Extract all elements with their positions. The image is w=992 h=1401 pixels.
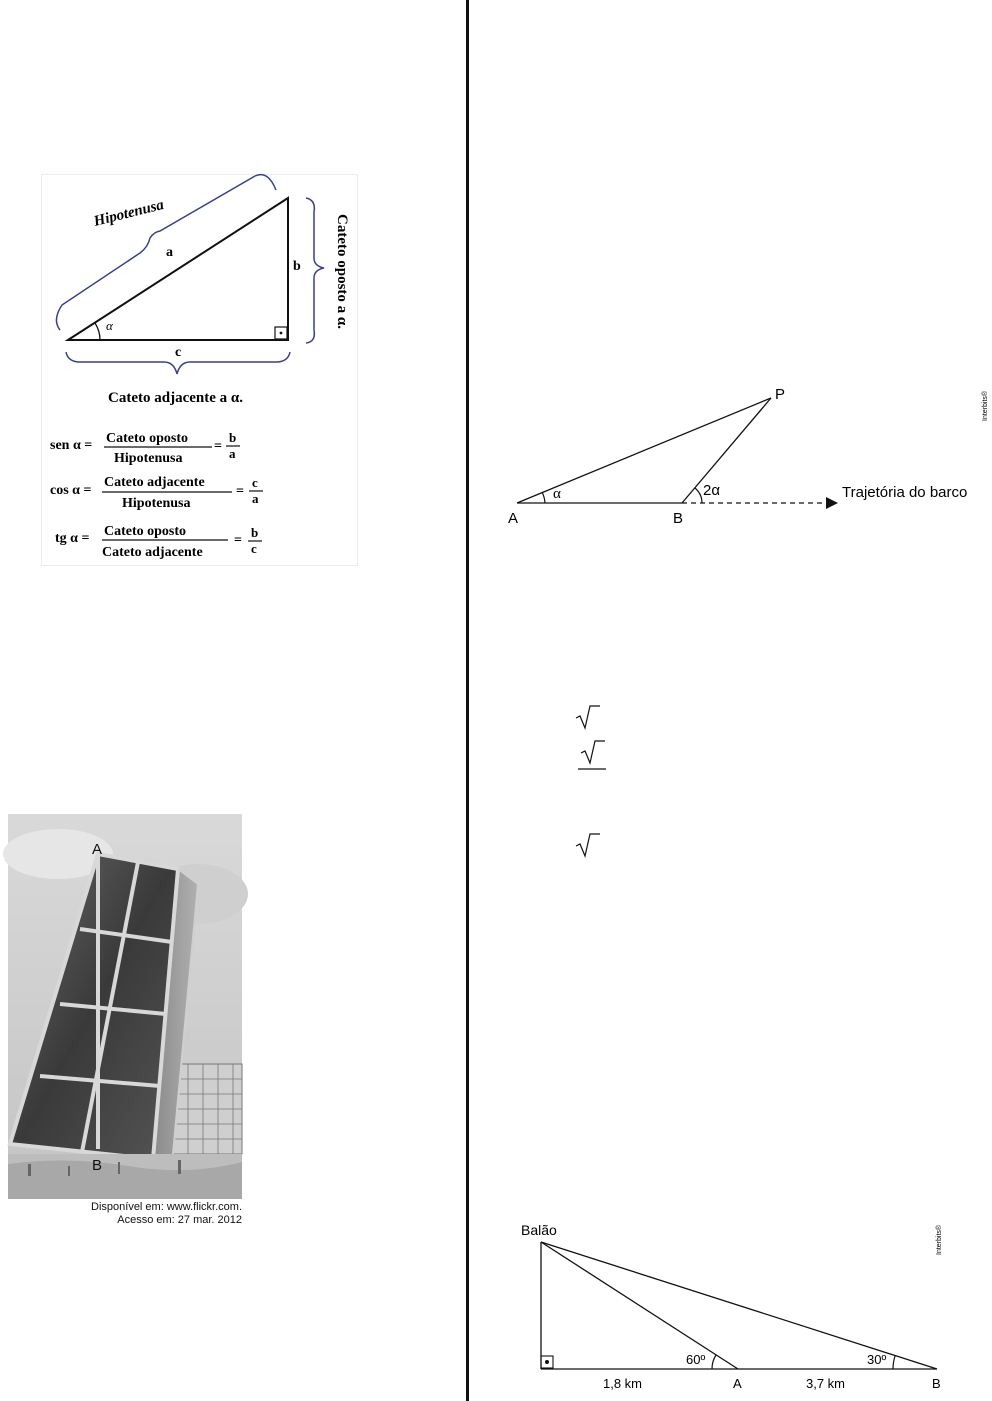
balloon-dist-2: 3,7 km bbox=[806, 1376, 846, 1391]
balloon-credit: Interbits® bbox=[936, 1224, 943, 1255]
side-a-label: a bbox=[166, 245, 173, 260]
sen-lhs: sen α = bbox=[50, 438, 93, 453]
side-b-label: b bbox=[293, 259, 301, 274]
tg-eq: = bbox=[234, 533, 242, 548]
tg-rden: c bbox=[251, 541, 257, 556]
opposite-label: Cateto oposto a α. bbox=[334, 214, 350, 330]
tg-num: Cateto oposto bbox=[104, 524, 187, 539]
angle-alpha-label: α bbox=[106, 318, 113, 333]
boat-point-p: P bbox=[775, 386, 786, 403]
boat-point-a: A bbox=[508, 510, 519, 527]
balloon-point-b: B bbox=[932, 1376, 941, 1391]
sen-rnum: b bbox=[229, 430, 237, 445]
balloon-point-a: A bbox=[733, 1376, 742, 1391]
caption-line-2: Acesso em: 27 mar. 2012 bbox=[117, 1214, 242, 1226]
balloon-angle-60: 60º bbox=[686, 1352, 706, 1367]
boat-angle-alpha: α bbox=[553, 486, 561, 502]
sen-num: Cateto oposto bbox=[106, 431, 189, 446]
cos-lhs: cos α = bbox=[50, 483, 92, 498]
tg-rnum: b bbox=[251, 525, 259, 540]
adjacent-label: Cateto adjacente a α. bbox=[108, 390, 243, 406]
angle-60-arc bbox=[712, 1355, 716, 1369]
tg-den: Cateto adjacente bbox=[102, 545, 203, 560]
boat-credit: Interbits® bbox=[982, 390, 989, 421]
cos-eq: = bbox=[236, 484, 244, 499]
building-label-a: A bbox=[92, 841, 103, 858]
trajectory-label: Trajetória do barco bbox=[842, 484, 968, 501]
sen-den: Hipotenusa bbox=[114, 451, 183, 466]
balloon-dist-1: 1,8 km bbox=[603, 1376, 643, 1391]
balloon-angle-30: 30º bbox=[867, 1352, 887, 1367]
tg-lhs: tg α = bbox=[55, 531, 90, 546]
boat-point-b: B bbox=[673, 510, 684, 527]
building-label-b: B bbox=[92, 1157, 103, 1174]
cos-den: Hipotenusa bbox=[122, 496, 191, 511]
sen-eq: = bbox=[214, 439, 222, 454]
boat-angle-2alpha: 2α bbox=[703, 482, 721, 499]
sen-rden: a bbox=[229, 446, 236, 461]
cos-rden: a bbox=[252, 491, 259, 506]
cos-num: Cateto adjacente bbox=[104, 475, 205, 490]
balloon-label: Balão bbox=[521, 1222, 557, 1238]
angle-30-arc bbox=[893, 1356, 895, 1369]
hypotenuse-label: Hipotenusa bbox=[92, 197, 166, 230]
cos-rnum: c bbox=[252, 475, 258, 490]
caption-line-1: Disponível em: www.flickr.com. bbox=[91, 1201, 242, 1213]
side-c-label: c bbox=[175, 345, 182, 360]
